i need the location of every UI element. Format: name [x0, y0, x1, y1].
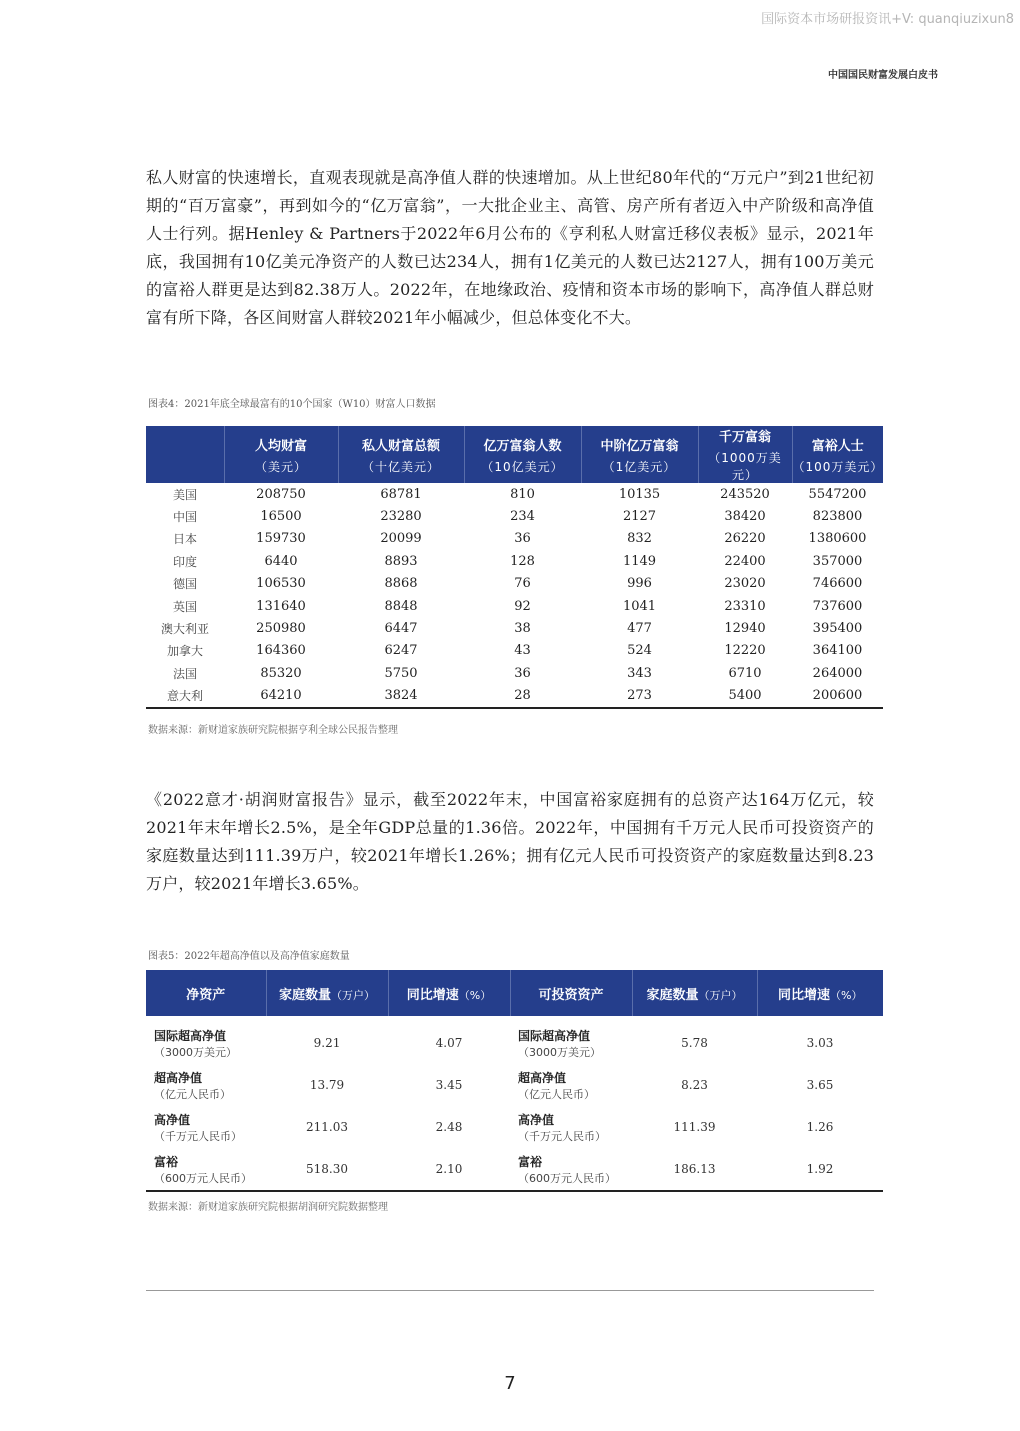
table-row [146, 1016, 883, 1064]
value-cell: 106530 [256, 576, 306, 592]
value-cell: 737600 [812, 598, 863, 614]
value-cell: 23310 [724, 598, 766, 614]
table4-source: 数据来源：新财道家族研究院根据亨利全球公民报告整理 [148, 725, 398, 736]
table-row [146, 617, 883, 639]
value-cell: 186.13 [632, 1148, 757, 1191]
category-cell [146, 1064, 266, 1106]
value-cell: 4.07 [435, 1036, 463, 1050]
value-cell: 746600 [812, 576, 863, 592]
category-cell [510, 1106, 632, 1148]
value-cell: 208750 [256, 486, 306, 502]
value-cell: 36 [514, 531, 531, 547]
value-cell: 22400 [724, 553, 766, 569]
value-cell: 10135 [618, 486, 661, 502]
value-cell: 357000 [812, 553, 863, 569]
value-cell: 28 [464, 685, 581, 708]
category-name: 富裕 [154, 1154, 179, 1169]
category-name: 超高净值 [154, 1070, 203, 1085]
value-cell: 111.39 [673, 1120, 716, 1134]
country-cell: 德国 [172, 577, 197, 592]
value-cell: 23020 [724, 576, 766, 592]
table-row [146, 1148, 883, 1191]
value-cell: 3.03 [806, 1036, 834, 1050]
category-threshold: （3000万美元） [518, 1045, 601, 1059]
value-cell: 38420 [724, 509, 766, 525]
value-cell: 823800 [812, 509, 863, 525]
table-row [146, 685, 883, 708]
value-cell: 1380600 [808, 531, 867, 547]
value-cell: 164360 [256, 643, 306, 659]
value-cell: 395400 [812, 621, 863, 637]
table-row [146, 640, 883, 662]
country-cell: 法国 [172, 666, 197, 681]
table-header-row [146, 970, 883, 1016]
table5-source: 数据来源：新财道家族研究院根据胡润研究院数据整理 [148, 1202, 388, 1213]
value-cell: 2.10 [388, 1148, 510, 1191]
value-cell: 8.23 [681, 1078, 708, 1092]
watermark: 国际资本市场研报资讯+V: quanqiuzixun8 [761, 12, 1014, 27]
country-cell: 意大利 [146, 685, 224, 708]
table-row [146, 483, 883, 505]
header-cell: 家庭数量（万户） [266, 970, 388, 1016]
value-cell: 9.21 [313, 1036, 341, 1050]
category-threshold: （千万元人民币） [154, 1129, 242, 1143]
table-row [146, 528, 883, 550]
category-name: 高净值 [518, 1112, 555, 1127]
paragraph-2: 《2022意才·胡润财富报告》显示，截至2022年末，中国富裕家庭拥有的总资产达164万亿元，较2021年末年增长2.5%，是全年GDP总量的1.36倍。2022年，中国拥有千万元人民币可投资资产的家庭数量达到111.39万户，较2021年增长1.26%；拥有亿元人民币可投资资产的家庭数量达到8.23万户，较2021年增长3.65%。 [146, 790, 874, 893]
value-cell: 43 [514, 643, 531, 659]
value-cell: 64210 [224, 685, 338, 708]
header-cell: 可投资资产 [510, 970, 632, 1016]
value-cell: 20099 [380, 531, 422, 547]
value-cell: 6440 [264, 553, 298, 569]
header-cell: 同比增速（%） [757, 970, 883, 1016]
value-cell: 5400 [698, 685, 792, 708]
category-cell [510, 1016, 632, 1064]
footer-divider [146, 1290, 874, 1291]
header-title: 中国国民财富发展白皮书 [828, 70, 938, 81]
value-cell: 12940 [724, 621, 766, 637]
household-count-table [146, 970, 883, 1192]
value-cell: 36 [514, 665, 531, 681]
category-threshold: （亿元人民币） [518, 1087, 595, 1101]
table-row [146, 1106, 883, 1148]
paragraph-1: 私人财富的快速增长，直观表现就是高净值人群的快速增加。从上世纪80年代的“万元户”到21世纪初期的“百万富豪”，再到如今的“亿万富翁”，一大批企业主、高管、房产所有者迈入中产阶级和高净值人士行列。据Henley & Partners于2022年6月公布的《亨利私人财富迁移仪表板》显示，2021年底，我国拥有10亿美元净资产的人数已达234人，拥有1亿美元的人数已达2127人，拥有100万美元的富裕人群更是达到82.38万人。2022年，在地缘政治、疫情和资本市场的影响下，高净值人群总财富有所下降，各区间财富人群较2021年小幅减少，但总体变化不大。 [146, 168, 874, 327]
country-cell: 中国 [172, 510, 197, 525]
table-row [146, 595, 883, 617]
country-cell: 印度 [172, 554, 197, 569]
category-cell [146, 1016, 266, 1064]
header-cell: 中阶亿万富翁 （1亿美元） [581, 426, 698, 483]
category-name: 高净值 [154, 1112, 191, 1127]
value-cell: 3.65 [806, 1078, 834, 1092]
header-cell [146, 426, 224, 483]
country-cell: 英国 [172, 599, 197, 614]
category-name: 国际超高净值 [154, 1028, 227, 1043]
header-cell: 亿万富翁人数 （10亿美元） [464, 426, 581, 483]
value-cell: 250980 [256, 621, 306, 637]
value-cell: 68781 [380, 486, 422, 502]
table-row [146, 573, 883, 595]
header-cell: 家庭数量（万户） [632, 970, 757, 1016]
table5-caption: 图表5：2022年超高净值以及高净值家庭数量 [148, 951, 350, 962]
value-cell: 477 [627, 621, 652, 637]
value-cell: 8893 [384, 553, 418, 569]
value-cell: 234 [510, 509, 535, 525]
category-threshold: （600万元人民币） [154, 1171, 252, 1185]
value-cell: 13.79 [309, 1078, 345, 1092]
table-row [146, 1064, 883, 1106]
value-cell: 131640 [256, 598, 306, 614]
category-threshold: （亿元人民币） [154, 1087, 231, 1101]
category-name: 超高净值 [518, 1070, 567, 1085]
value-cell: 832 [627, 531, 652, 547]
value-cell: 128 [510, 553, 535, 569]
value-cell: 5.78 [681, 1036, 708, 1050]
value-cell: 92 [514, 598, 531, 614]
category-cell [146, 1106, 266, 1148]
value-cell: 6710 [728, 665, 762, 681]
value-cell: 26220 [724, 531, 766, 547]
value-cell: 159730 [256, 531, 306, 547]
value-cell: 5547200 [808, 486, 867, 502]
value-cell: 38 [514, 621, 531, 637]
value-cell: 6247 [384, 643, 418, 659]
table-row [146, 550, 883, 572]
value-cell: 996 [627, 576, 652, 592]
value-cell: 2.48 [435, 1120, 463, 1134]
table-row [146, 662, 883, 684]
value-cell: 200600 [792, 685, 883, 708]
header-cell: 私人财富总额 （十亿美元） [338, 426, 464, 483]
value-cell: 3.45 [435, 1078, 463, 1092]
value-cell: 524 [627, 643, 652, 659]
country-cell: 澳大利亚 [160, 622, 209, 637]
category-cell [510, 1064, 632, 1106]
header-cell: 净资产 [146, 970, 266, 1016]
category-name: 富裕 [518, 1154, 543, 1169]
value-cell: 364100 [812, 643, 863, 659]
value-cell: 211.03 [306, 1120, 348, 1134]
page-number: 7 [504, 1373, 516, 1394]
value-cell: 810 [510, 486, 535, 502]
table-header-row [146, 426, 883, 483]
category-threshold: （3000万美元） [154, 1045, 237, 1059]
value-cell: 243520 [720, 486, 770, 502]
value-cell: 343 [627, 665, 652, 681]
value-cell: 12220 [724, 643, 766, 659]
country-cell: 美国 [172, 487, 197, 502]
value-cell: 16500 [260, 509, 302, 525]
value-cell: 6447 [384, 621, 418, 637]
country-cell: 加拿大 [166, 644, 203, 659]
value-cell: 1.92 [757, 1148, 883, 1191]
value-cell: 264000 [812, 665, 863, 681]
category-threshold: （千万元人民币） [518, 1129, 606, 1143]
value-cell: 8868 [384, 576, 418, 592]
value-cell: 1149 [622, 553, 657, 569]
header-cell: 富裕人士 （100万美元） [792, 426, 883, 483]
category-cell [510, 1148, 632, 1191]
w10-wealth-table [146, 426, 883, 709]
table-row [146, 505, 883, 527]
value-cell: 1.26 [806, 1120, 834, 1134]
value-cell: 1041 [622, 598, 657, 614]
value-cell: 2127 [622, 509, 657, 525]
header-cell: 千万富翁 （1000万美元） [698, 426, 792, 483]
value-cell: 5750 [384, 665, 418, 681]
value-cell: 23280 [380, 509, 422, 525]
header-cell: 人均财富 （美元） [224, 426, 338, 483]
category-name: 国际超高净值 [518, 1028, 591, 1043]
category-cell [146, 1148, 266, 1191]
value-cell: 273 [581, 685, 698, 708]
value-cell: 76 [514, 576, 531, 592]
value-cell: 85320 [260, 665, 302, 681]
category-threshold: （600万元人民币） [518, 1171, 616, 1185]
value-cell: 518.30 [266, 1148, 388, 1191]
table4-caption: 图表4：2021年底全球最富有的10个国家（W10）财富人口数据 [148, 399, 436, 410]
value-cell: 3824 [338, 685, 464, 708]
country-cell: 日本 [172, 532, 197, 547]
header-cell: 同比增速（%） [388, 970, 510, 1016]
value-cell: 8848 [384, 598, 418, 614]
